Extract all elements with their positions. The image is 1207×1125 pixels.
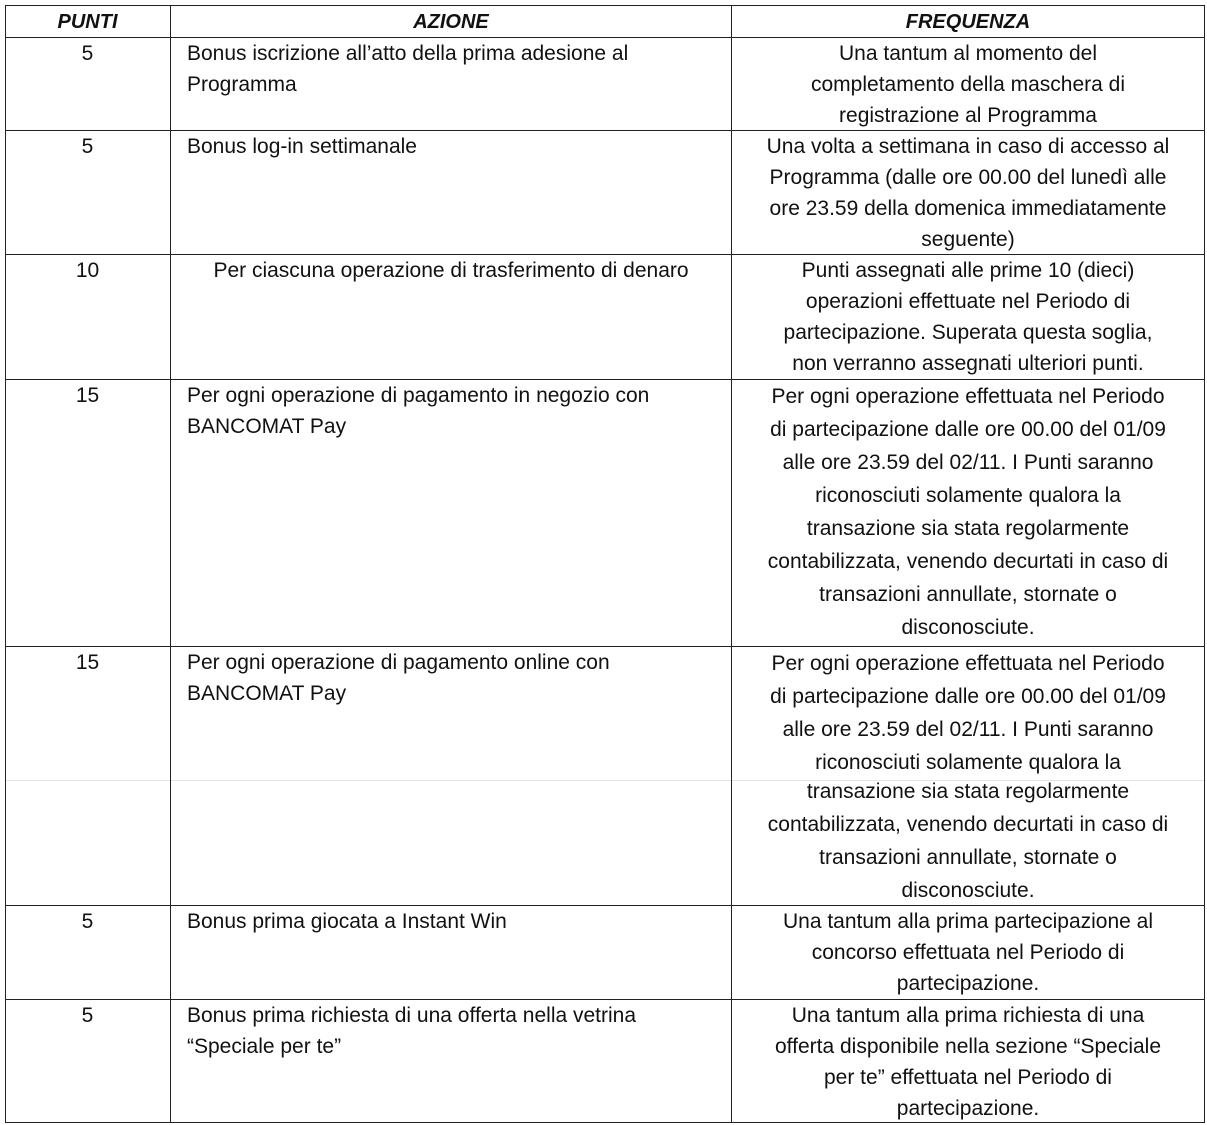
row-6-azione: Bonus prima giocata a Instant Win bbox=[187, 910, 507, 933]
column-divider bbox=[170, 5, 171, 1123]
row-3-punti: 10 bbox=[75, 259, 100, 282]
header-punti: PUNTI bbox=[57, 11, 118, 33]
row-5-frequenza: Per ogni operazione effettuata nel Periodo di partecipazione dalle ore 00.00 del 01/09 alle ore 23.59 del 02/11. I Punti saranno riconosciuti solamente qualora la bbox=[770, 652, 1166, 774]
row-1-azione: Bonus iscrizione all’atto della prima adesione al Programma bbox=[187, 42, 629, 96]
table-border-left bbox=[5, 5, 6, 1123]
row-1-frequenza: Una tantum al momento del completamento della maschera di registrazione al Programma bbox=[811, 42, 1125, 127]
row-3-azione: Per ciascuna operazione di trasferimento di denaro bbox=[213, 259, 689, 282]
row-6-punti: 5 bbox=[81, 910, 94, 933]
row-5-punti: 15 bbox=[75, 651, 100, 674]
header-azione: AZIONE bbox=[413, 11, 489, 33]
table-border-right bbox=[1204, 5, 1205, 1123]
header-frequenza: FREQUENZA bbox=[905, 11, 1031, 33]
row-4-punti: 15 bbox=[75, 384, 100, 407]
row-4-azione: Per ogni operazione di pagamento in negozio con BANCOMAT Pay bbox=[187, 384, 650, 438]
row-2-punti: 5 bbox=[81, 135, 94, 158]
row-7-frequenza: Una tantum alla prima richiesta di una offerta disponibile nella sezione “Speciale per te” effettuata nel Periodo di partecipazione. bbox=[774, 1004, 1162, 1120]
row-6-frequenza: Una tantum alla prima partecipazione al concorso effettuata nel Periodo di partecipazione. bbox=[782, 910, 1154, 995]
row-2-frequenza: Una volta a settimana in caso di accesso al Programma (dalle ore 00.00 del lunedì alle ore 23.59 della domenica immediatamente seguente) bbox=[766, 135, 1170, 251]
row-5-frequenza-continued: transazione sia stata regolarmente contabilizzata, venendo decurtati in caso di transazioni annullate, stornate o disconosciute. bbox=[767, 780, 1169, 902]
row-4-frequenza: Per ogni operazione effettuata nel Periodo di partecipazione dalle ore 00.00 del 01/09 alle ore 23.59 del 02/11. I Punti saranno riconosciuti solamente qualora la transazione sia stata regolarmente contabilizzata, venendo decurtati in caso di transazioni annullate, stornate o disconosciute. bbox=[767, 385, 1169, 639]
rewards-points-table bbox=[5, 5, 1205, 1123]
row-3-frequenza: Punti assegnati alle prime 10 (dieci) operazioni effettuate nel Periodo di partecipazione. Superata questa soglia, non verranno assegnati ulteriori punti. bbox=[783, 259, 1153, 375]
row-2-azione: Bonus log-in settimanale bbox=[187, 135, 417, 158]
row-1-punti: 5 bbox=[81, 42, 94, 65]
table-border-top bbox=[5, 5, 1205, 6]
row-5-azione: Per ogni operazione di pagamento online con BANCOMAT Pay bbox=[187, 651, 610, 705]
row-7-punti: 5 bbox=[81, 1004, 94, 1027]
row-7-azione: Bonus prima richiesta di una offerta nella vetrina “Speciale per te” bbox=[187, 1004, 637, 1058]
